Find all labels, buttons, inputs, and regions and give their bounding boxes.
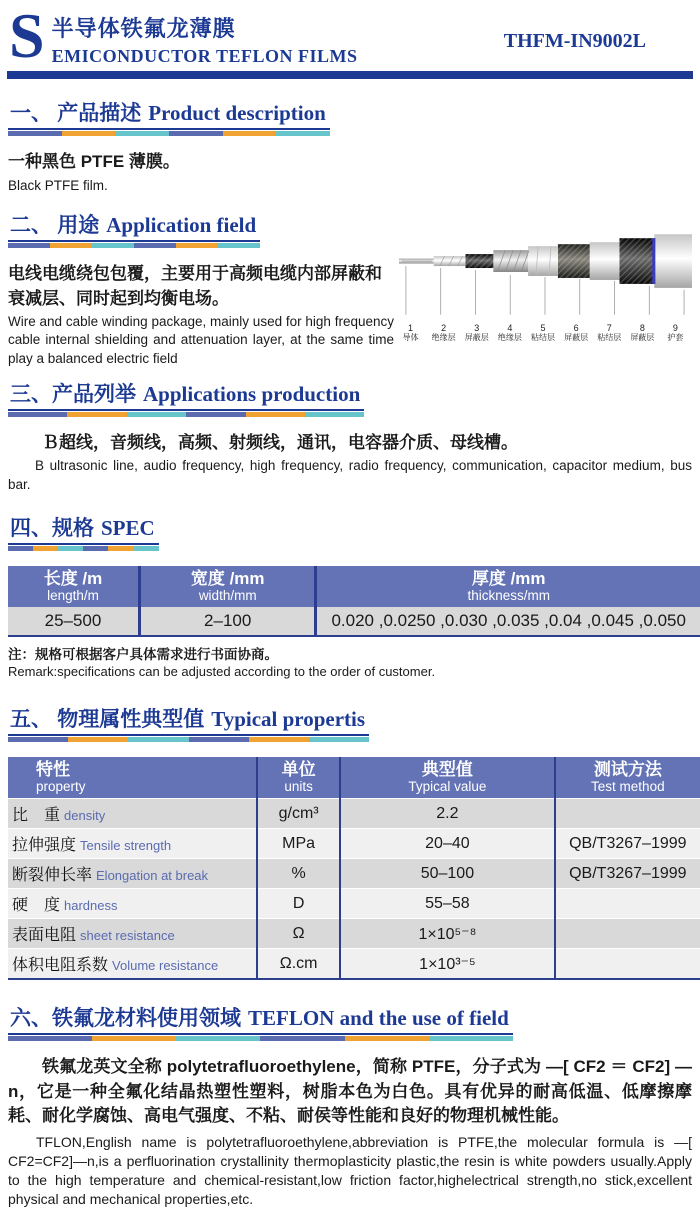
brand-titles [52, 8, 358, 67]
property-method: QB/T3267–1999 [555, 859, 700, 889]
property-method: QB/T3267–1999 [555, 829, 700, 859]
cable-label-5: 5 粘结层 [530, 322, 555, 342]
property-value: 2.2 [340, 799, 555, 829]
section6-accent-bar [8, 1036, 513, 1041]
section2-title-en: Application field [106, 212, 257, 237]
section1-accent-bar [8, 131, 330, 136]
property-name-zh: 表面电阻 [12, 927, 77, 944]
cable-label-6: 6 屏蔽层 [564, 322, 589, 342]
spec-table [8, 566, 700, 637]
section3-text-en: B ultrasonic line, audio frequency, high frequency, radio frequency, communication, capacitor medium, bus bar. [8, 458, 692, 492]
section-application-field [8, 209, 692, 368]
property-name-en: Elongation at break [96, 868, 209, 883]
section1-title [8, 97, 330, 130]
property-row-volume-resistance [8, 949, 700, 980]
section6-title [8, 1002, 513, 1035]
spec-length-value: 25–500 [8, 607, 139, 636]
section-typical-properties [8, 703, 692, 980]
property-method [555, 799, 700, 829]
section5-heading [8, 703, 369, 742]
property-value: 55–58 [340, 889, 555, 919]
section1-title-zh: 一、 产品描述 [10, 101, 142, 125]
property-name-en: sheet resistance [80, 928, 175, 943]
property-name-zh: 断裂伸长率 [12, 867, 93, 884]
property-method [555, 919, 700, 949]
section2-text-en: Wire and cable winding package, mainly used for high frequency cable internal shielding and attenuation layer, at the same time play a balanced electric field [8, 314, 394, 366]
section4-title-en: SPEC [101, 515, 155, 540]
property-name-en: Volume resistance [112, 958, 219, 973]
cable-cutaway-illustration [394, 223, 692, 318]
spec-header-width: 宽度 /mm width/mm [139, 566, 315, 607]
property-unit: Ω [257, 919, 340, 949]
properties-table [8, 757, 700, 980]
property-row-tensile-strength [8, 829, 700, 859]
product-model-code: THFM-IN9002L [503, 30, 646, 52]
brand-title-en: EMICONDUCTOR TEFLON FILMS [51, 46, 358, 66]
section6-title-en: TEFLON and the use of field [248, 1006, 509, 1030]
section4-title [8, 512, 159, 545]
property-unit: g/cm³ [257, 799, 340, 829]
section2-title-zh: 二、 用途 [10, 212, 100, 237]
page-header [5, 0, 695, 71]
section6-title-zh: 六、铁氟龙材料使用领域 [10, 1006, 241, 1030]
cable-label-4: 4 绝缘层 [497, 322, 522, 342]
property-unit: Ω.cm [257, 949, 340, 980]
spec-note-en: Remark:specifications can be adjusted according to the order of customer. [8, 663, 436, 679]
properties-header-value: 典型值 Typical value [340, 757, 555, 799]
spec-header-row [8, 566, 700, 607]
section5-accent-bar [8, 737, 369, 742]
cable-layer-labels [394, 323, 692, 342]
cable-label-9: 9 护套 [667, 322, 684, 342]
section6-text-en: TFLON,English name is polytetrafluoroethylene,abbreviation is PTFE,the molecular formula is —[ CF2=CF2]—n,is a perfluorination crystallinity thermoplasticity plastic,the resin is white powders usually.Apply to the high temperature and chemical-resistant,low friction factor,highelectrical strength,no stick,excellent physical and mechanical properties,etc. [8, 1133, 692, 1207]
property-name-en: Tensile strength [80, 838, 172, 853]
property-row-hardness [8, 889, 700, 919]
header-divider-bar [7, 71, 693, 79]
section1-title-en: Product description [148, 101, 326, 125]
section6-text-zh: 铁氟龙英文全称 polytetrafluoroethylene，简称 PTFE，分子式为 —[ CF2 ＝ CF2] — n，它是一种全氟化结晶热塑性塑料，树脂本色为白色。具有优异的耐高低温、低摩擦摩耗、耐化学腐蚀、高电气强度、不粘、耐侯等性能和良好的物理机械性能。 [8, 1057, 692, 1126]
section1-text-en: Black PTFE film. [8, 177, 108, 193]
property-value: 1×10³⁻⁵ [340, 949, 555, 980]
property-value: 50–100 [340, 859, 555, 889]
property-value: 1×10⁵⁻⁸ [340, 919, 555, 949]
brand-block [9, 0, 358, 71]
cable-diagram [394, 223, 692, 342]
property-method [555, 949, 700, 980]
section3-accent-bar [8, 412, 364, 417]
cable-label-1: 1 导体 [402, 322, 419, 342]
section5-title-en: Typical propertis [211, 706, 366, 731]
cable-label-7: 7 粘结层 [597, 322, 622, 342]
spec-header-length: 长度 /m length/m [8, 566, 139, 607]
section4-heading [8, 512, 159, 551]
property-unit: MPa [257, 829, 340, 859]
property-name-en: hardness [64, 898, 118, 913]
section-teflon-use-of-field [8, 1002, 692, 1208]
section-product-description [8, 97, 692, 195]
spec-thickness-value: 0.020 ,0.0250 ,0.030 ,0.035 ,0.04 ,0.045 ,0.050 [316, 607, 700, 636]
cable-label-8: 8 屏蔽层 [630, 322, 655, 342]
property-unit: % [257, 859, 340, 889]
property-name-en: density [64, 808, 106, 823]
properties-header-property: 特性 property [8, 757, 257, 799]
property-name-zh: 拉伸强度 [12, 837, 77, 854]
property-unit: D [257, 889, 340, 919]
properties-header-method: 测试方法 Test method [555, 757, 700, 799]
section-spec [8, 512, 692, 679]
section3-heading [8, 378, 364, 417]
spec-header-thickness: 厚度 /mm thickness/mm [316, 566, 700, 607]
section3-text-zh: Ｂ超线，音频线，高频、射频线，通讯，电容器介质、母线槽。 [42, 432, 518, 452]
section2-heading [8, 209, 260, 248]
section2-title [8, 209, 260, 242]
brand-title-zh: 半导体铁氟龙薄膜 [51, 16, 236, 41]
cable-label-3: 3 屏蔽层 [464, 322, 489, 342]
property-name-zh: 体积电阻系数 [12, 957, 109, 974]
property-row-density [8, 799, 700, 829]
section5-title [8, 703, 369, 736]
section2-text-column [8, 209, 394, 368]
property-row-elongation [8, 859, 700, 889]
section6-heading [8, 1002, 513, 1041]
brand-logo-letter: S [9, 0, 45, 71]
property-value: 20–40 [340, 829, 555, 859]
section1-text-zh: 一种黑色 PTFE 薄膜。 [8, 152, 180, 171]
properties-header-row [8, 757, 700, 799]
section3-title-zh: 三、产品列举 [10, 381, 136, 406]
spec-note-zh: 注：规格可根据客户具体需求进行书面协商。 [8, 646, 278, 662]
section3-title-en: Applications production [143, 381, 361, 406]
spec-data-row [8, 607, 700, 636]
property-method [555, 889, 700, 919]
section2-text-zh: 电线电缆绕包包覆，主要用于高频电缆内部屏蔽和衰减层、同时起到均衡电场。 [8, 263, 382, 308]
spec-width-value: 2–100 [139, 607, 315, 636]
section5-title-zh: 五、 物理属性典型值 [10, 706, 205, 731]
property-name-zh: 硬 度 [12, 897, 61, 914]
section4-title-zh: 四、规格 [10, 515, 94, 540]
property-row-sheet-resistance [8, 919, 700, 949]
section3-title [8, 378, 364, 411]
property-name-zh: 比 重 [12, 807, 61, 824]
properties-header-units: 单位 units [257, 757, 340, 799]
section2-accent-bar [8, 243, 260, 248]
cable-label-2: 2 绝缘层 [431, 322, 456, 342]
section1-heading [8, 97, 330, 136]
section-applications-production [8, 378, 692, 494]
section4-accent-bar [8, 546, 159, 551]
